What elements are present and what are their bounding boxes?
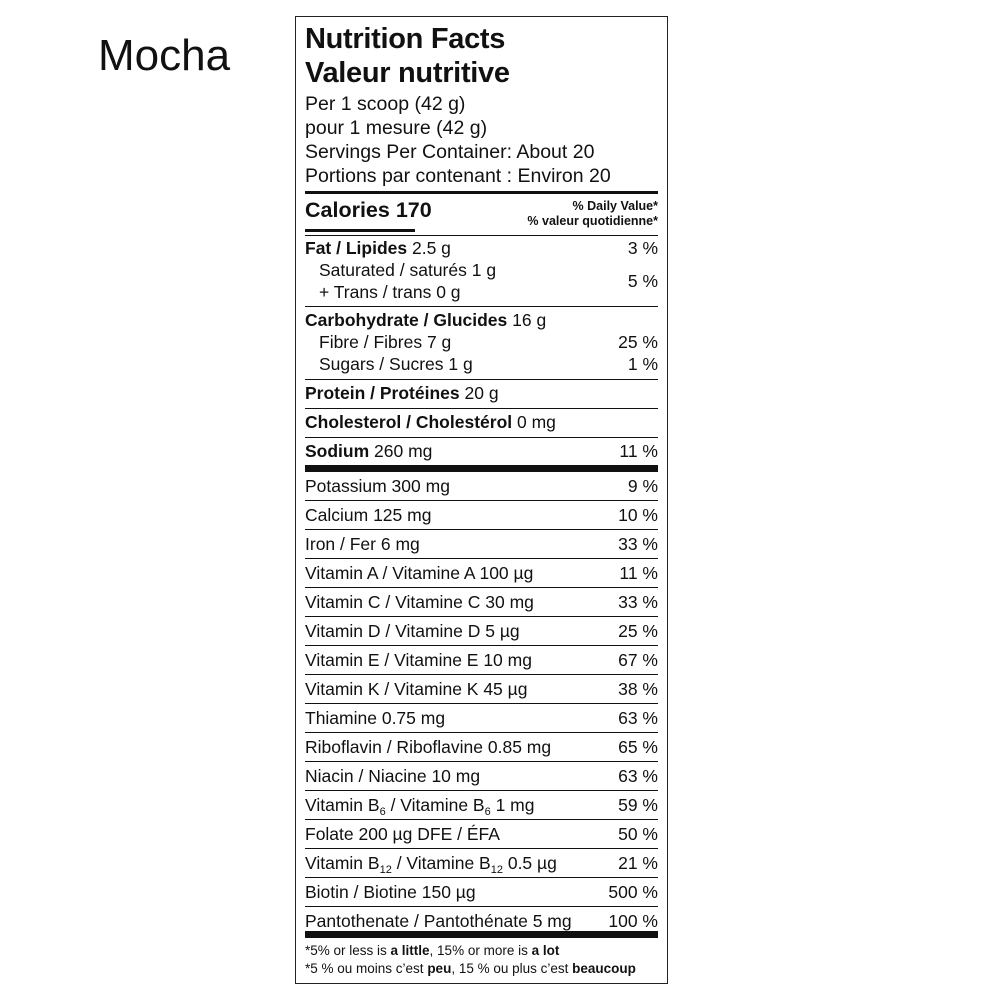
saturated-trans-row: [305, 259, 658, 303]
nutrient-dv: 9 %: [627, 476, 658, 496]
nutrient-dv: 63 %: [618, 766, 658, 786]
nutrient-dv: 59 %: [618, 795, 658, 815]
nutrient-label: Iron / Fer 6 mg: [305, 534, 420, 554]
nutrient-label: Vitamin $B_6$ / Vitamine $B_6$ 1 mg: [305, 795, 535, 818]
rule: [305, 703, 658, 704]
fibre-dv: 25 %: [618, 332, 658, 352]
nutrient-dv: 100 %: [608, 911, 658, 931]
nutrient-label: Thiamine 0.75 mg: [305, 708, 446, 728]
rule: [305, 235, 658, 236]
nutrient-label: Vitamin K / Vitamine K 45 µg: [305, 679, 528, 699]
daily-value-header-en: % Daily Value*: [572, 199, 658, 213]
cholesterol-label: Cholesterol / Cholestérol: [305, 412, 513, 432]
nutrient-label: Calcium 125 mg: [305, 505, 432, 525]
nutrient-label: Pantothenate / Pantothénate 5 mg: [305, 911, 572, 931]
carbohydrate-amount: 16 g: [507, 310, 547, 330]
nutrient-dv: 33 %: [618, 592, 658, 612]
cholesterol-amount: 0 mg: [512, 412, 556, 432]
footnote-en: *5% or less is a little, 15% or more is a lot: [305, 943, 560, 958]
footnote-fr: *5 % ou moins c’est peu, 15 % ou plus c’est beaucoup: [305, 961, 636, 976]
calories: Calories 170: [305, 198, 432, 222]
nutrient-dv: 500 %: [608, 882, 658, 902]
nutrient-label: Vitamin $B_{12}$ / Vitamine $B_{12}$ 0.5 µg: [305, 853, 557, 876]
nutrient-label: Potassium 300 mg: [305, 476, 450, 496]
calories-underline: [305, 229, 415, 232]
nutrient-dv: 21 %: [618, 853, 658, 873]
fat-amount: 2.5 g: [407, 238, 451, 258]
rule: [305, 408, 658, 409]
nutrient-dv: 11 %: [619, 563, 658, 583]
protein-amount: 20 g: [459, 383, 499, 403]
daily-value-header: [527, 199, 658, 229]
rule: [305, 306, 658, 307]
sodium-amount: 260 mg: [369, 441, 433, 461]
rule: [305, 558, 658, 559]
nutrient-label: Vitamin C / Vitamine C 30 mg: [305, 592, 534, 612]
rule: [305, 877, 658, 878]
nutrient-dv: 65 %: [618, 737, 658, 757]
nutrient-dv: 67 %: [618, 650, 658, 670]
fat-label: Fat / Lipides: [305, 238, 408, 258]
nutrient-dv: 63 %: [618, 708, 658, 728]
saturated-trans-dv: 5 %: [627, 271, 658, 291]
sugars-dv: 1 %: [627, 354, 658, 374]
rule: [305, 616, 658, 617]
nutrient-dv: 50 %: [618, 824, 658, 844]
title-en: Nutrition Facts: [305, 23, 506, 55]
serving-size-en: Per 1 scoop (42 g): [305, 93, 466, 115]
nutrient-label: Vitamin A / Vitamine A 100 µg: [305, 563, 534, 583]
nutrient-label: Niacin / Niacine 10 mg: [305, 766, 481, 786]
nutrient-dv: 10 %: [618, 505, 658, 525]
title-fr: Valeur nutritive: [305, 57, 510, 89]
nutrient-label: Vitamin E / Vitamine E 10 mg: [305, 650, 532, 670]
rule: [305, 674, 658, 675]
nutrient-label: Folate 200 µg DFE / ÉFA: [305, 824, 500, 844]
rule: [305, 906, 658, 907]
nutrient-dv: 33 %: [618, 534, 658, 554]
rule: [305, 819, 658, 820]
rule: [305, 848, 658, 849]
trans-label: + Trans / trans 0 g: [319, 282, 461, 302]
nutrient-dv: 25 %: [618, 621, 658, 641]
nutrition-facts-table: [295, 16, 668, 984]
protein-label: Protein / Protéines: [305, 383, 460, 403]
nutrient-label: Biotin / Biotine 150 µg: [305, 882, 476, 902]
rule: [305, 645, 658, 646]
daily-value-header-fr: % valeur quotidienne*: [527, 214, 658, 228]
rule: [305, 761, 658, 762]
rule-thick: [305, 931, 658, 938]
sugars-label: Sugars / Sucres 1 g: [319, 354, 473, 374]
servings-per-container-fr: Portions par contenant : Environ 20: [305, 165, 611, 187]
nutrient-label: Riboflavin / Riboflavine 0.85 mg: [305, 737, 552, 757]
rule: [305, 379, 658, 380]
fibre-label: Fibre / Fibres 7 g: [319, 332, 452, 352]
nutrient-dv: 38 %: [618, 679, 658, 699]
fat-dv: 3 %: [627, 238, 658, 258]
sodium-label: Sodium: [305, 441, 370, 461]
rule: [305, 732, 658, 733]
carbohydrate-label: Carbohydrate / Glucides: [305, 310, 508, 330]
servings-per-container-en: Servings Per Container: About 20: [305, 141, 595, 163]
serving-size-fr: pour 1 mesure (42 g): [305, 117, 488, 139]
saturated-label: Saturated / saturés 1 g: [319, 260, 497, 280]
rule: [305, 790, 658, 791]
rule: [305, 529, 658, 530]
nutrient-label: Vitamin D / Vitamine D 5 µg: [305, 621, 520, 641]
sodium-dv: 11 %: [619, 441, 658, 461]
rule: [305, 437, 658, 438]
rule: [305, 587, 658, 588]
rule-thick: [305, 465, 658, 472]
product-name: Mocha: [98, 31, 231, 80]
rule-thick: [305, 191, 658, 194]
rule: [305, 500, 658, 501]
